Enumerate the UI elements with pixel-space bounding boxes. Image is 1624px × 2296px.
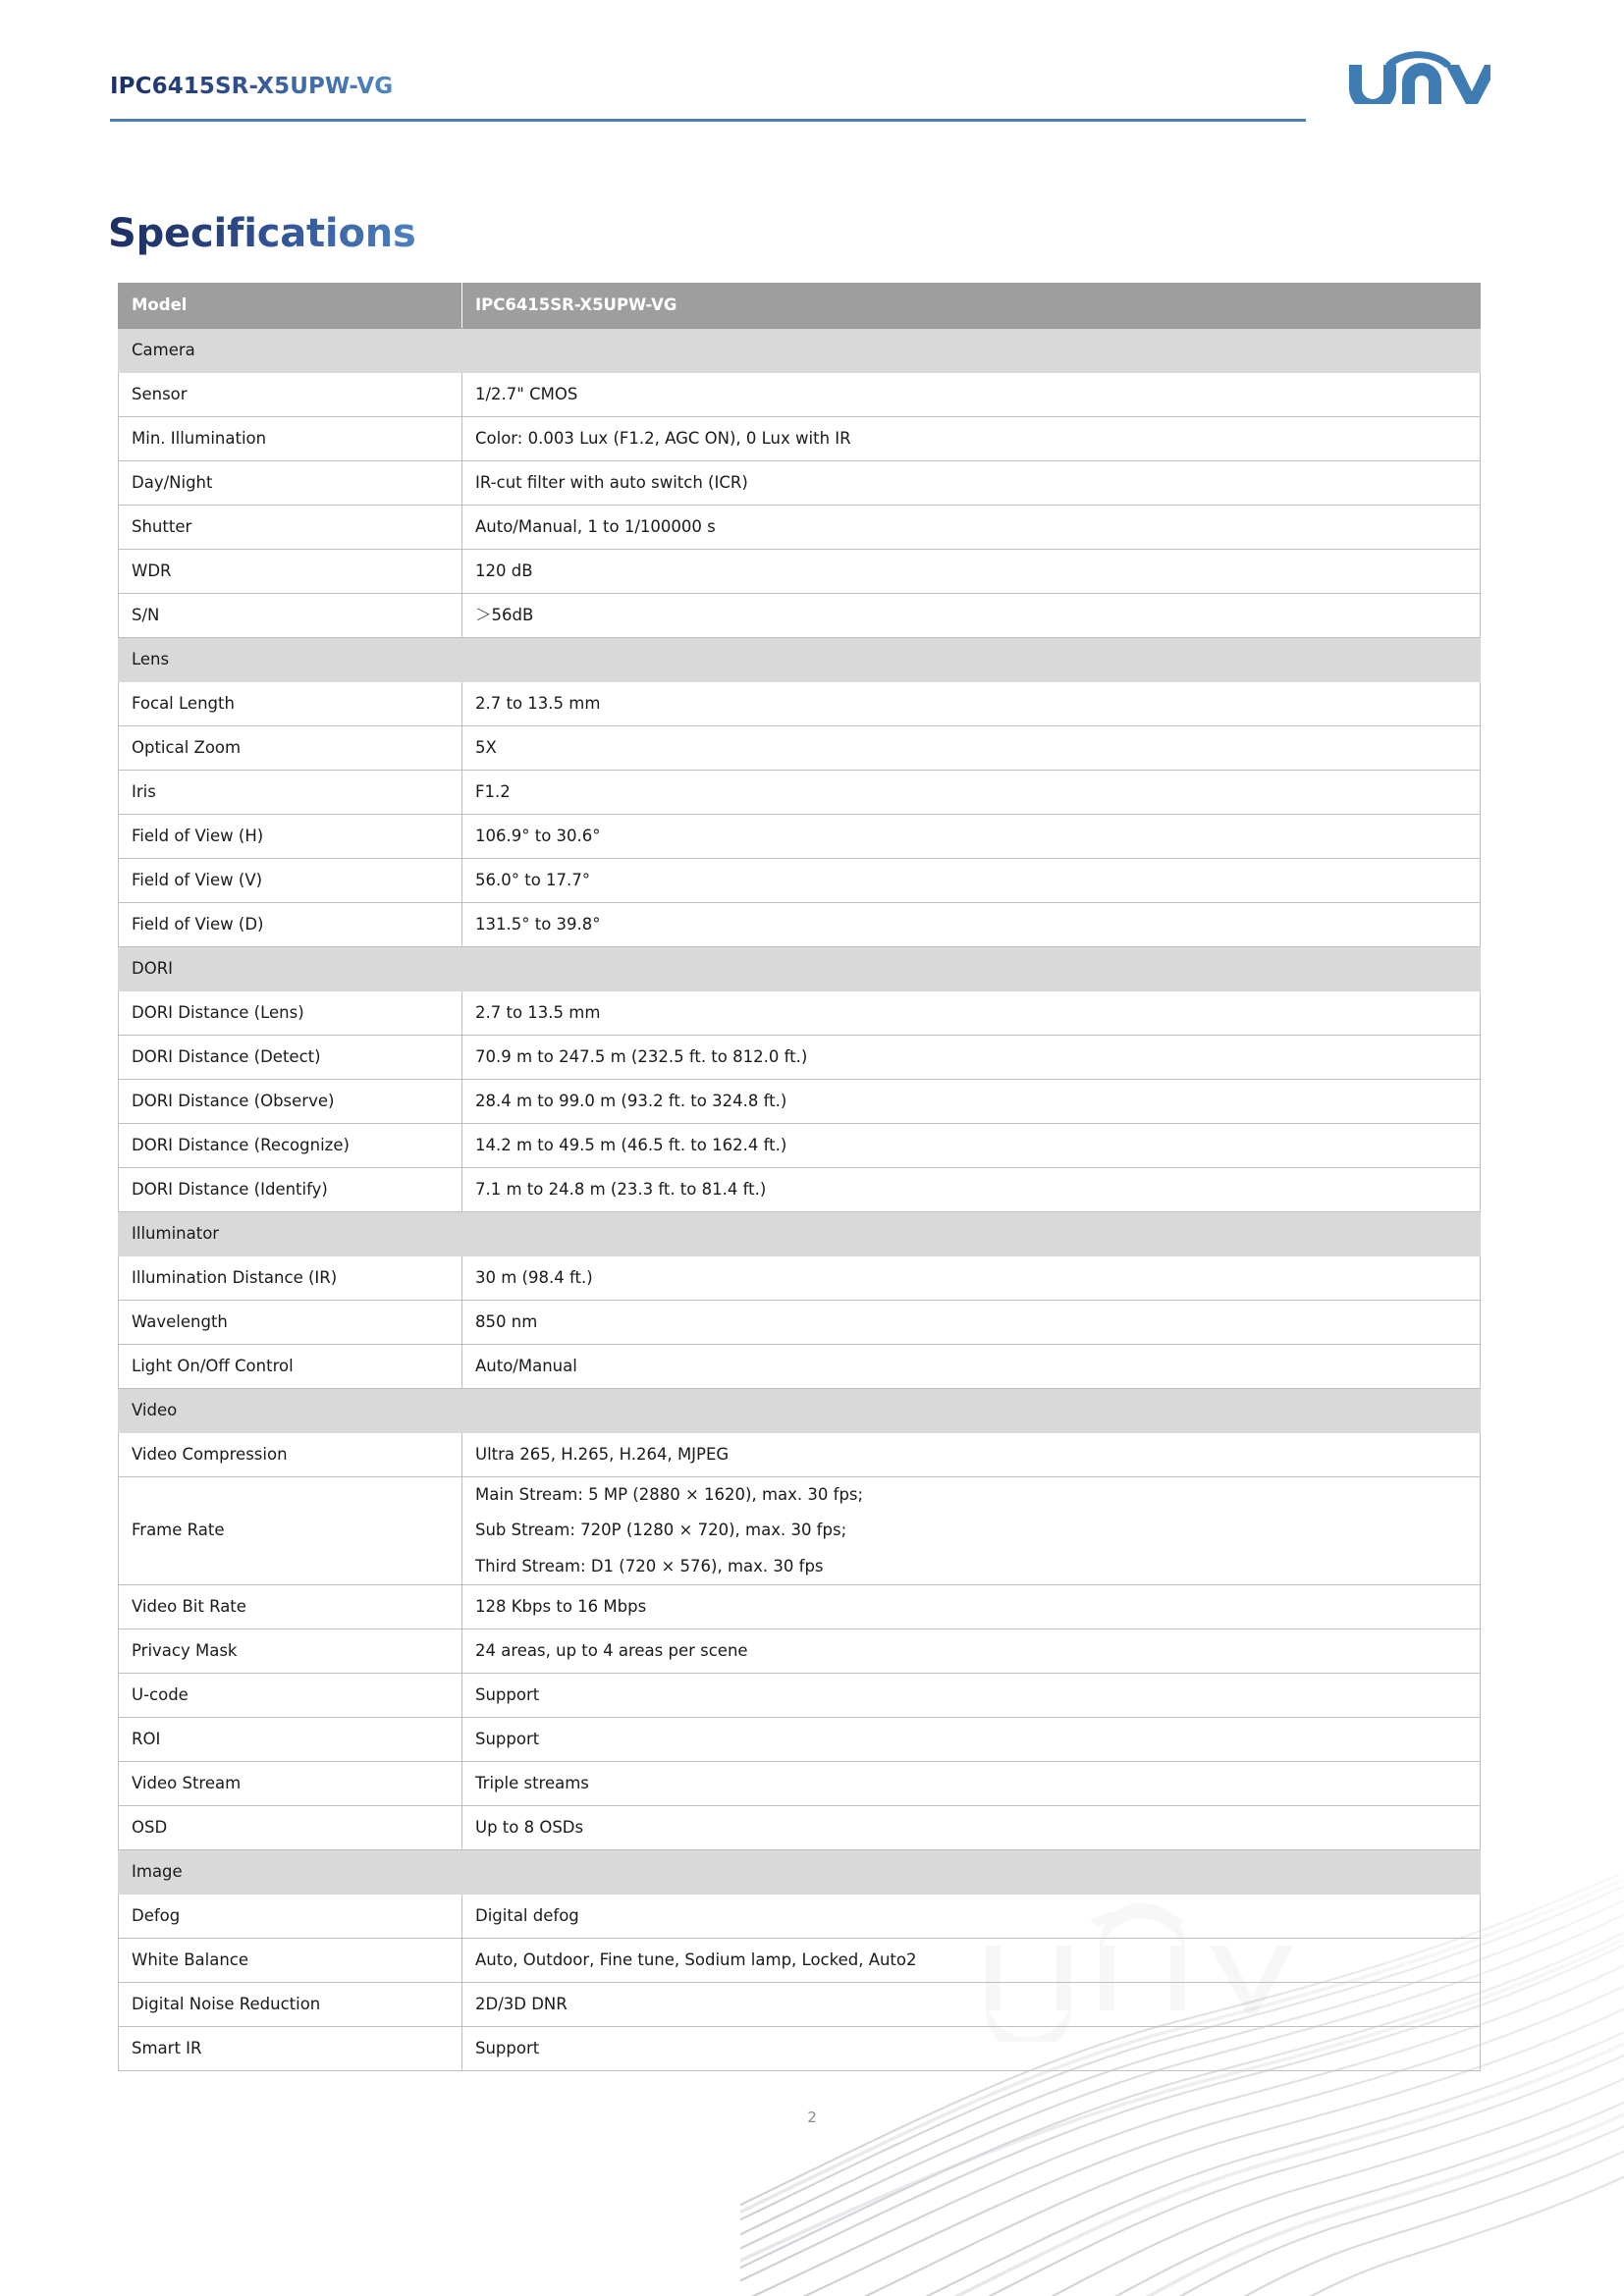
spec-value: Auto/Manual, 1 to 1/100000 s — [462, 506, 1481, 550]
spec-value: 2.7 to 13.5 mm — [462, 682, 1481, 726]
table-row — [119, 417, 1481, 461]
unv-logo — [1343, 43, 1490, 104]
section-title: Camera — [119, 329, 1481, 373]
spec-label: Field of View (D) — [119, 903, 462, 947]
table-row — [119, 1477, 1481, 1585]
spec-value: Support — [462, 1717, 1481, 1761]
spec-label: Day/Night — [119, 461, 462, 506]
section-header-row — [119, 1212, 1481, 1256]
spec-label: Digital Noise Reduction — [119, 1982, 462, 2026]
table-row — [119, 991, 1481, 1036]
spec-value: 131.5° to 39.8° — [462, 903, 1481, 947]
section-header-row — [119, 1389, 1481, 1433]
table-row — [119, 2026, 1481, 2070]
spec-label: Iris — [119, 771, 462, 815]
table-row — [119, 1717, 1481, 1761]
spec-value-line: Sub Stream: 720P (1280 × 720), max. 30 fps; — [475, 1521, 847, 1540]
spec-value: 70.9 m to 247.5 m (232.5 ft. to 812.0 ft.) — [462, 1036, 1481, 1080]
spec-label: Privacy Mask — [119, 1629, 462, 1673]
spec-value: 5X — [462, 726, 1481, 771]
page-number: 2 — [807, 2109, 817, 2126]
spec-label: Wavelength — [119, 1301, 462, 1345]
spec-value: Auto, Outdoor, Fine tune, Sodium lamp, Locked, Auto2 — [462, 1938, 1481, 1982]
spec-label: Smart IR — [119, 2026, 462, 2070]
spec-value: 2D/3D DNR — [462, 1982, 1481, 2026]
spec-value: 2.7 to 13.5 mm — [462, 991, 1481, 1036]
table-header-row — [119, 284, 1481, 329]
table-row — [119, 1805, 1481, 1849]
section-title: Video — [119, 1389, 1481, 1433]
table-row — [119, 461, 1481, 506]
section-title: Illuminator — [119, 1212, 1481, 1256]
spec-value: 28.4 m to 99.0 m (93.2 ft. to 324.8 ft.) — [462, 1080, 1481, 1124]
spec-value: 24 areas, up to 4 areas per scene — [462, 1629, 1481, 1673]
spec-label: Defog — [119, 1894, 462, 1938]
spec-value: 56.0° to 17.7° — [462, 859, 1481, 903]
spec-value: 14.2 m to 49.5 m (46.5 ft. to 162.4 ft.) — [462, 1124, 1481, 1168]
page-header — [0, 0, 1624, 133]
table-row — [119, 682, 1481, 726]
spec-label: DORI Distance (Identify) — [119, 1168, 462, 1212]
spec-label: ROI — [119, 1717, 462, 1761]
spec-value: Triple streams — [462, 1761, 1481, 1805]
spec-value: Ultra 265, H.265, H.264, MJPEG — [462, 1433, 1481, 1477]
spec-label: OSD — [119, 1805, 462, 1849]
spec-value: IR-cut filter with auto switch (ICR) — [462, 461, 1481, 506]
header-divider-rule — [110, 119, 1306, 122]
spec-value: 128 Kbps to 16 Mbps — [462, 1584, 1481, 1629]
spec-value: Auto/Manual — [462, 1345, 1481, 1389]
section-header-row — [119, 1849, 1481, 1894]
table-row — [119, 1345, 1481, 1389]
table-row — [119, 1673, 1481, 1717]
table-row — [119, 550, 1481, 594]
spec-value-line: Main Stream: 5 MP (2880 × 1620), max. 30 fps; — [475, 1485, 864, 1504]
table-row — [119, 859, 1481, 903]
page-title: Specifications — [108, 211, 416, 256]
spec-label: Light On/Off Control — [119, 1345, 462, 1389]
spec-label: Video Stream — [119, 1761, 462, 1805]
table-row — [119, 1982, 1481, 2026]
spec-value: 30 m (98.4 ft.) — [462, 1256, 1481, 1301]
table-row — [119, 771, 1481, 815]
spec-value-line: Third Stream: D1 (720 × 576), max. 30 fps — [475, 1556, 824, 1575]
table-row — [119, 815, 1481, 859]
spec-label: S/N — [119, 594, 462, 638]
spec-label: DORI Distance (Detect) — [119, 1036, 462, 1080]
table-row — [119, 373, 1481, 417]
spec-value: Up to 8 OSDs — [462, 1805, 1481, 1849]
table-row — [119, 1938, 1481, 1982]
spec-label: Video Bit Rate — [119, 1584, 462, 1629]
spec-value: 850 nm — [462, 1301, 1481, 1345]
spec-value: Support — [462, 1673, 1481, 1717]
spec-label: WDR — [119, 550, 462, 594]
section-title: Lens — [119, 638, 1481, 682]
spec-label: DORI Distance (Lens) — [119, 991, 462, 1036]
table-row — [119, 1168, 1481, 1212]
spec-label: U-code — [119, 1673, 462, 1717]
section-header-row — [119, 638, 1481, 682]
spec-label: White Balance — [119, 1938, 462, 1982]
section-header-row — [119, 947, 1481, 991]
spec-value: ＞56dB — [462, 594, 1481, 638]
spec-value: 7.1 m to 24.8 m (23.3 ft. to 81.4 ft.) — [462, 1168, 1481, 1212]
spec-label: Sensor — [119, 373, 462, 417]
table-header-label: Model — [119, 284, 462, 329]
spec-value: F1.2 — [462, 771, 1481, 815]
spec-label: Field of View (V) — [119, 859, 462, 903]
table-row — [119, 726, 1481, 771]
table-row — [119, 1124, 1481, 1168]
table-row — [119, 1256, 1481, 1301]
specifications-table-container — [118, 283, 1481, 2071]
table-row — [119, 506, 1481, 550]
spec-value: Digital defog — [462, 1894, 1481, 1938]
table-row — [119, 1433, 1481, 1477]
spec-value — [462, 1477, 1481, 1585]
spec-label: Optical Zoom — [119, 726, 462, 771]
section-title: Image — [119, 1849, 1481, 1894]
spec-label: Video Compression — [119, 1433, 462, 1477]
spec-value: 106.9° to 30.6° — [462, 815, 1481, 859]
spec-label: Frame Rate — [119, 1477, 462, 1585]
table-header-value: IPC6415SR-X5UPW-VG — [462, 284, 1481, 329]
section-header-row — [119, 329, 1481, 373]
document-model-title: IPC6415SR-X5UPW-VG — [110, 74, 394, 99]
section-title: DORI — [119, 947, 1481, 991]
spec-label: Illumination Distance (IR) — [119, 1256, 462, 1301]
spec-value: Color: 0.003 Lux (F1.2, AGC ON), 0 Lux with IR — [462, 417, 1481, 461]
table-row — [119, 1080, 1481, 1124]
spec-label: Min. Illumination — [119, 417, 462, 461]
table-row — [119, 1036, 1481, 1080]
specifications-table — [118, 283, 1481, 2071]
spec-label: DORI Distance (Recognize) — [119, 1124, 462, 1168]
spec-label: Shutter — [119, 506, 462, 550]
table-row — [119, 903, 1481, 947]
spec-value: 1/2.7" CMOS — [462, 373, 1481, 417]
table-row — [119, 1894, 1481, 1938]
spec-value: 120 dB — [462, 550, 1481, 594]
table-row — [119, 1629, 1481, 1673]
table-row — [119, 1584, 1481, 1629]
spec-label: DORI Distance (Observe) — [119, 1080, 462, 1124]
table-row — [119, 594, 1481, 638]
spec-value: Support — [462, 2026, 1481, 2070]
spec-label: Focal Length — [119, 682, 462, 726]
spec-label: Field of View (H) — [119, 815, 462, 859]
table-row — [119, 1301, 1481, 1345]
table-row — [119, 1761, 1481, 1805]
